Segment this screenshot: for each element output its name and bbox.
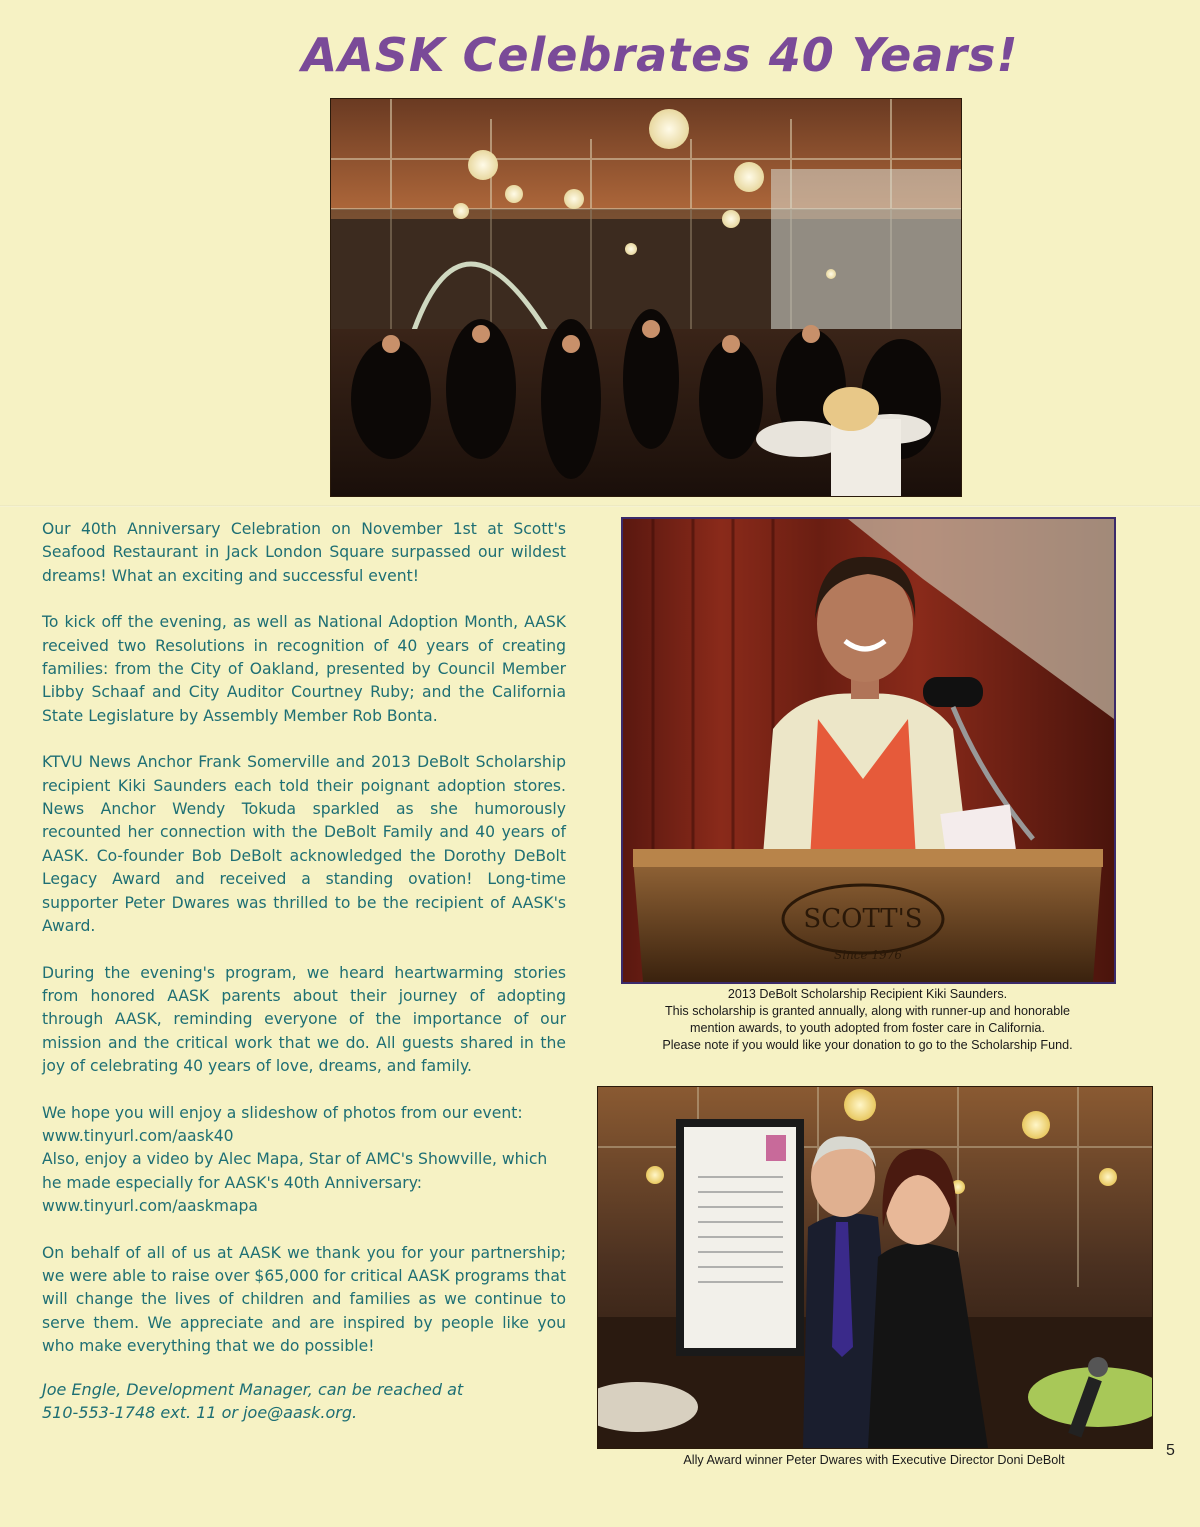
podium-since: Since 1976	[834, 948, 902, 962]
signature-line: Joe Engle, Development Manager, can be reached at	[42, 1380, 464, 1399]
signature	[42, 1378, 582, 1424]
video-text: Also, enjoy a video by Alec Mapa, Star of AMC's Showville, which he made especially for AASK's 40th Anniversary:	[42, 1150, 548, 1192]
event-photo	[330, 98, 962, 497]
podium-logo: SCOTT'S	[803, 904, 923, 934]
thanks-paragraph: On behalf of all of us at AASK we thank you for your partnership; we were able to raise over $65,000 for critical AASK programs that will change the lives of children and families as we continue to serve them. We appreciate and are inspired by people like you who make everything that we do possible!	[42, 1243, 566, 1356]
slideshow-link[interactable]: www.tinyurl.com/aask40	[42, 1126, 234, 1145]
page-number: 5	[1166, 1442, 1175, 1459]
kiki-caption	[590, 986, 1145, 1054]
peter-caption: Ally Award winner Peter Dwares with Executive Director Doni DeBolt	[683, 1453, 1065, 1467]
caption-line: mention awards, to youth adopted from foster care in California.	[690, 1021, 1045, 1035]
article-paragraph: KTVU News Anchor Frank Somerville and 2013 DeBolt Scholarship recipient Kiki Saunders each told their poignant adoption stores. News Anchor Wendy Tokuda sparkled as she humorously recounted her connection with the DeBolt Family and 40 years of AASK. Co-founder Bob DeBolt acknowledged the Dorothy DeBolt Legacy Award and received a standing ovation! Long-time supporter Peter Dwares was thrilled to be the recipient of AASK's Award.	[42, 753, 566, 936]
page-title: AASK Celebrates 40 Years!	[301, 28, 1019, 82]
kiki-photo	[621, 517, 1116, 984]
paper-fold	[0, 505, 1200, 507]
peter-photo	[597, 1086, 1153, 1449]
signature-contact: 510-553-1748 ext. 11 or joe@aask.org.	[42, 1403, 358, 1422]
article-paragraph: During the evening's program, we heard heartwarming stories from honored AASK parents about their journey of adopting through AASK, reminding everyone of the importance of our mission and the critical work that we do. All guests shared in the joy of celebrating 40 years of love, dreams, and family.	[42, 963, 566, 1076]
article-paragraph: To kick off the evening, as well as National Adoption Month, AASK received two Resolutions in recognition of 40 years of creating families: from the City of Oakland, presented by Council Member Libby Schaaf and City Auditor Courtney Ruby; and the California State Legislature by Assembly Member Rob Bonta.	[42, 613, 566, 725]
caption-line: Please note if you would like your donation to go to the Scholarship Fund.	[662, 1038, 1073, 1052]
article-body	[42, 518, 566, 1382]
caption-line: 2013 DeBolt Scholarship Recipient Kiki Saunders.	[727, 987, 1008, 1001]
article-paragraph: Our 40th Anniversary Celebration on November 1st at Scott's Seafood Restaurant in Jack London Square surpassed our wildest dreams! What an exciting and successful event!	[42, 520, 566, 585]
video-link[interactable]: www.tinyurl.com/aaskmapa	[42, 1197, 258, 1216]
caption-line: This scholarship is granted annually, along with runner-up and honorable	[664, 1004, 1071, 1018]
slideshow-text: We hope you will enjoy a slideshow of photos from our event:	[42, 1103, 523, 1122]
